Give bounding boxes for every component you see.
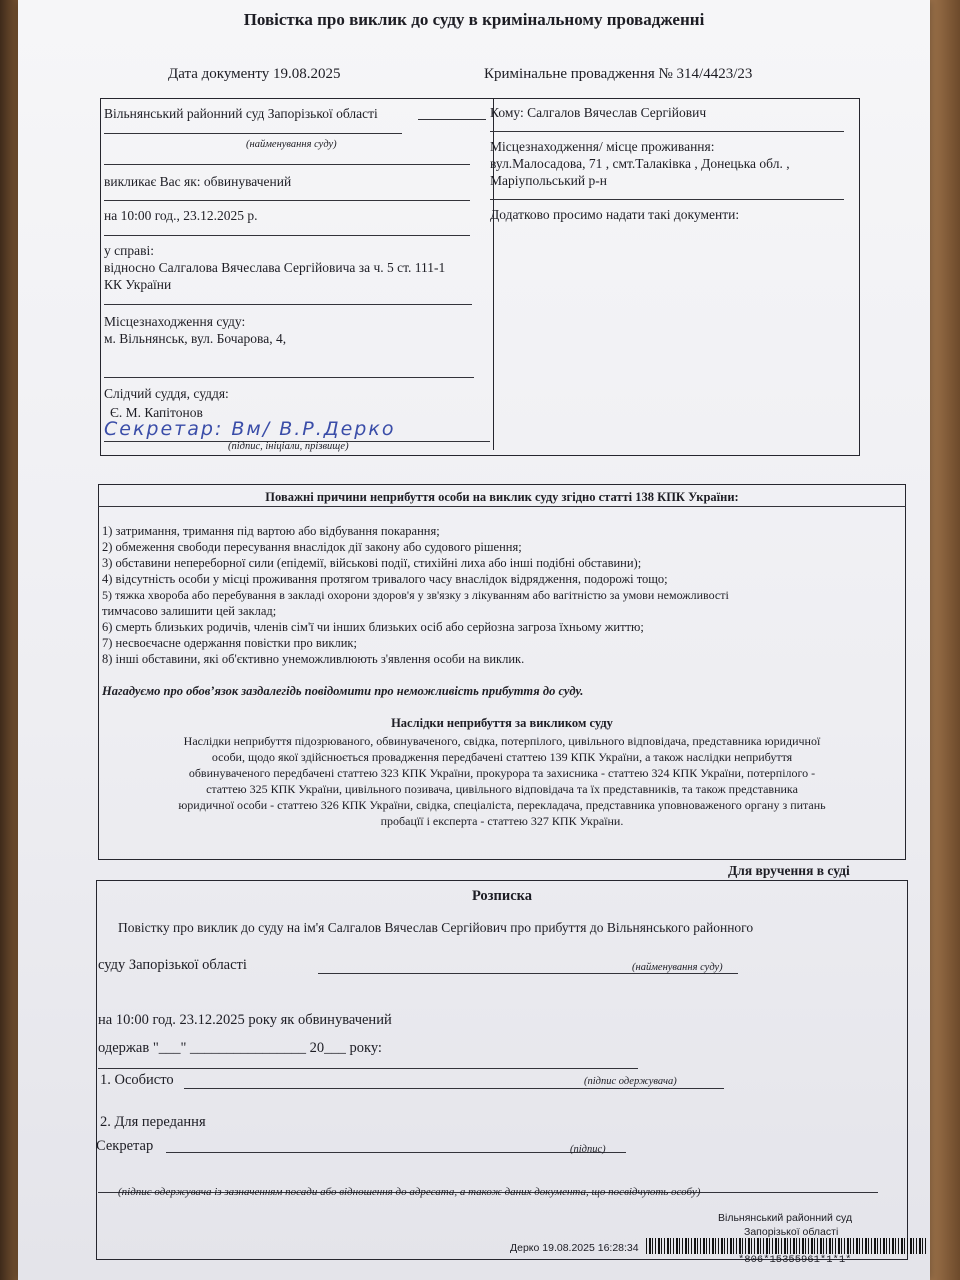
summons-details-box (100, 98, 860, 456)
location-underline (104, 377, 474, 378)
receipt-line-3: на 10:00 год. 23.12.2025 року як обвинувачений (98, 1012, 392, 1028)
reminder-text: Нагадуємо про обов’язок заздалегідь повідомити про неможливість прибуття до суду. (102, 684, 584, 698)
court-underline-2 (104, 133, 402, 134)
reason-item: 2) обмеження свободи пересування внаслідок дії закону або судового рішення; (102, 540, 522, 554)
receipt-box (96, 880, 908, 1260)
court-underline-receipt (318, 973, 738, 974)
reasons-list (102, 524, 902, 668)
case-underline (104, 304, 472, 305)
additional-documents: Додатково просимо надати такі документи: (490, 207, 740, 222)
barcode (646, 1238, 928, 1254)
address-label: Місцезнаходження/ місце проживання: (490, 139, 715, 154)
barcode-code: *806*15355961*1*1* (738, 1254, 852, 1266)
receipt-title: Розписка (471, 888, 533, 904)
summoned-underline (104, 200, 470, 201)
judge-label: Слідчий суддя, суддя: (104, 386, 229, 401)
court-caption: (найменування суду) (246, 139, 337, 150)
reason-item: 8) інші обставини, які об'єктивно унеможливлюють з'явлення особи на виклик. (102, 652, 525, 666)
secretary-signature-line[interactable] (166, 1152, 626, 1153)
court-stamp-region: Запорізької області (744, 1226, 839, 1238)
receipt-line-2: суду Запорізької області (98, 957, 247, 973)
reason-item: 5) тяжка хвороба або перебування в закладі охорони здоров'я у зв'язку з лікуванням або вагітністю за умови неможливості (102, 588, 729, 602)
reason-item: 1) затримання, тримання під вартою або відбування покарання; (102, 524, 440, 538)
reasons-heading: Поважні причини неприбуття особи на виклик суду згідно статті 138 КПК України: (265, 490, 739, 504)
recipient-name: Кому: Салгалов Вячеслав Сергійович (490, 105, 707, 120)
for-transfer-label: 2. Для передання (100, 1114, 206, 1130)
personally-label: 1. Особисто (100, 1072, 174, 1088)
consequences-heading: Наслідки неприбуття за викликом суду (391, 716, 613, 730)
clerk-timestamp: Дерко 19.08.2025 16:28:34 (510, 1242, 639, 1254)
in-case-text: відносно Салгалова Вячеслава Сергійовича за ч. 5 ст. 111-1 (104, 260, 446, 275)
court-location-label: Місцезнаходження суду: (104, 314, 246, 329)
in-case-text-2: КК України (104, 277, 172, 292)
reason-item: 3) обставини непереборної сили (епідемії, військові події, стихійні лиха або інші подібні обставини); (102, 556, 642, 570)
recipient-signature-caption: (підпис одержувача) (584, 1076, 677, 1087)
time-underline (104, 235, 470, 236)
court-stamp-name: Вільнянський районний суд (718, 1212, 853, 1224)
secretary-handwritten-signature: Секретар: Вм/ В.Р.Дерко (104, 418, 396, 440)
document-title: Повістка про виклик до суду в кримінальному провадженні (243, 10, 705, 29)
court-name: Вільнянський районний суд Запорізької області (104, 106, 378, 121)
signature-caption: (підпис, ініціали, прізвище) (228, 441, 349, 452)
address-underline (490, 199, 844, 200)
court-location: м. Вільнянськ, вул. Бочарова, 4, (104, 331, 287, 346)
reason-item: тимчасово залишити цей заклад; (102, 604, 277, 618)
receipt-court-caption: (найменування суду) (632, 962, 723, 973)
reason-item: 4) відсутність особи у місці проживання протягом тривалого часу внаслідок відрядження, подорожі тощо; (102, 572, 668, 586)
summons-paper (18, 0, 930, 1280)
consequences-line: Наслідки неприбуття підозрюваного, обвинуваченого, свідка, потерпілого, цивільного відповідача, представника юридичної (183, 734, 821, 748)
consequences-text (102, 733, 902, 829)
consequences-line: статтею 325 КПК України, цивільного позивача, цивільного відповідача та їх представників, та також представника (206, 782, 798, 796)
blank-line (104, 164, 470, 165)
consequences-line: особи, щодо якої здійснюється провадження передбачені статтею 139 КПК України, а також наслідки неприбуття (211, 750, 793, 764)
consequences-line: юридичної особи - статтею 326 КПК України, свідка, спеціаліста, перекладача, представника уповноваженого органу з питань (178, 798, 826, 812)
in-case-label: у справі: (104, 243, 154, 258)
personally-signature-line[interactable] (184, 1088, 724, 1089)
summoned-as: викликає Вас як: обвинувачений (104, 174, 292, 189)
court-underline (418, 119, 486, 120)
document-date: Дата документу 19.08.2025 (168, 66, 341, 82)
reason-item: 6) смерть близьких родичів, членів сім'ї чи інших близьких осіб або серйозна загроза їхньому життю; (102, 620, 644, 634)
heading-rule (98, 506, 906, 507)
for-court-delivery: Для вручення в суді (728, 863, 850, 878)
consequences-line: пробацїї і експерта - статтею 327 КПК України. (380, 814, 624, 828)
reason-item: 7) несвоєчасне одержання повістки про виклик; (102, 636, 357, 650)
recipient-address-2: Маріупольський р-н (490, 173, 607, 188)
received-underline (98, 1068, 638, 1069)
recipient-address: вул.Малосадова, 71 , смт.Талаківка , Донецька обл. , (490, 156, 790, 171)
judge-name: Є. М. Капітонов (110, 405, 203, 420)
secretary-label: Секретар (96, 1138, 154, 1154)
bottom-caption: (підпис одержувача із зазначенням посади або відношення до адресата, а також даних документа, що посвідчують особу) (118, 1186, 701, 1198)
consequences-line: обвинуваченого передбачені статтею 323 КПК України, прокурора та захисника - статтею 324 КПК України, потерпілого - (188, 766, 816, 780)
received-date: одержав "___" ________________ 20___ року: (98, 1040, 382, 1056)
secretary-signature-caption: (підпис) (570, 1144, 606, 1155)
receipt-line-1: Повістку про виклик до суду на ім'я Салгалов Вячеслав Сергійович про прибуття до Вільнянського районного (118, 920, 754, 935)
case-number: Кримінальне провадження № 314/4423/23 (484, 66, 753, 82)
recipient-underline (490, 131, 844, 132)
hearing-time: на 10:00 год., 23.12.2025 р. (104, 208, 258, 223)
